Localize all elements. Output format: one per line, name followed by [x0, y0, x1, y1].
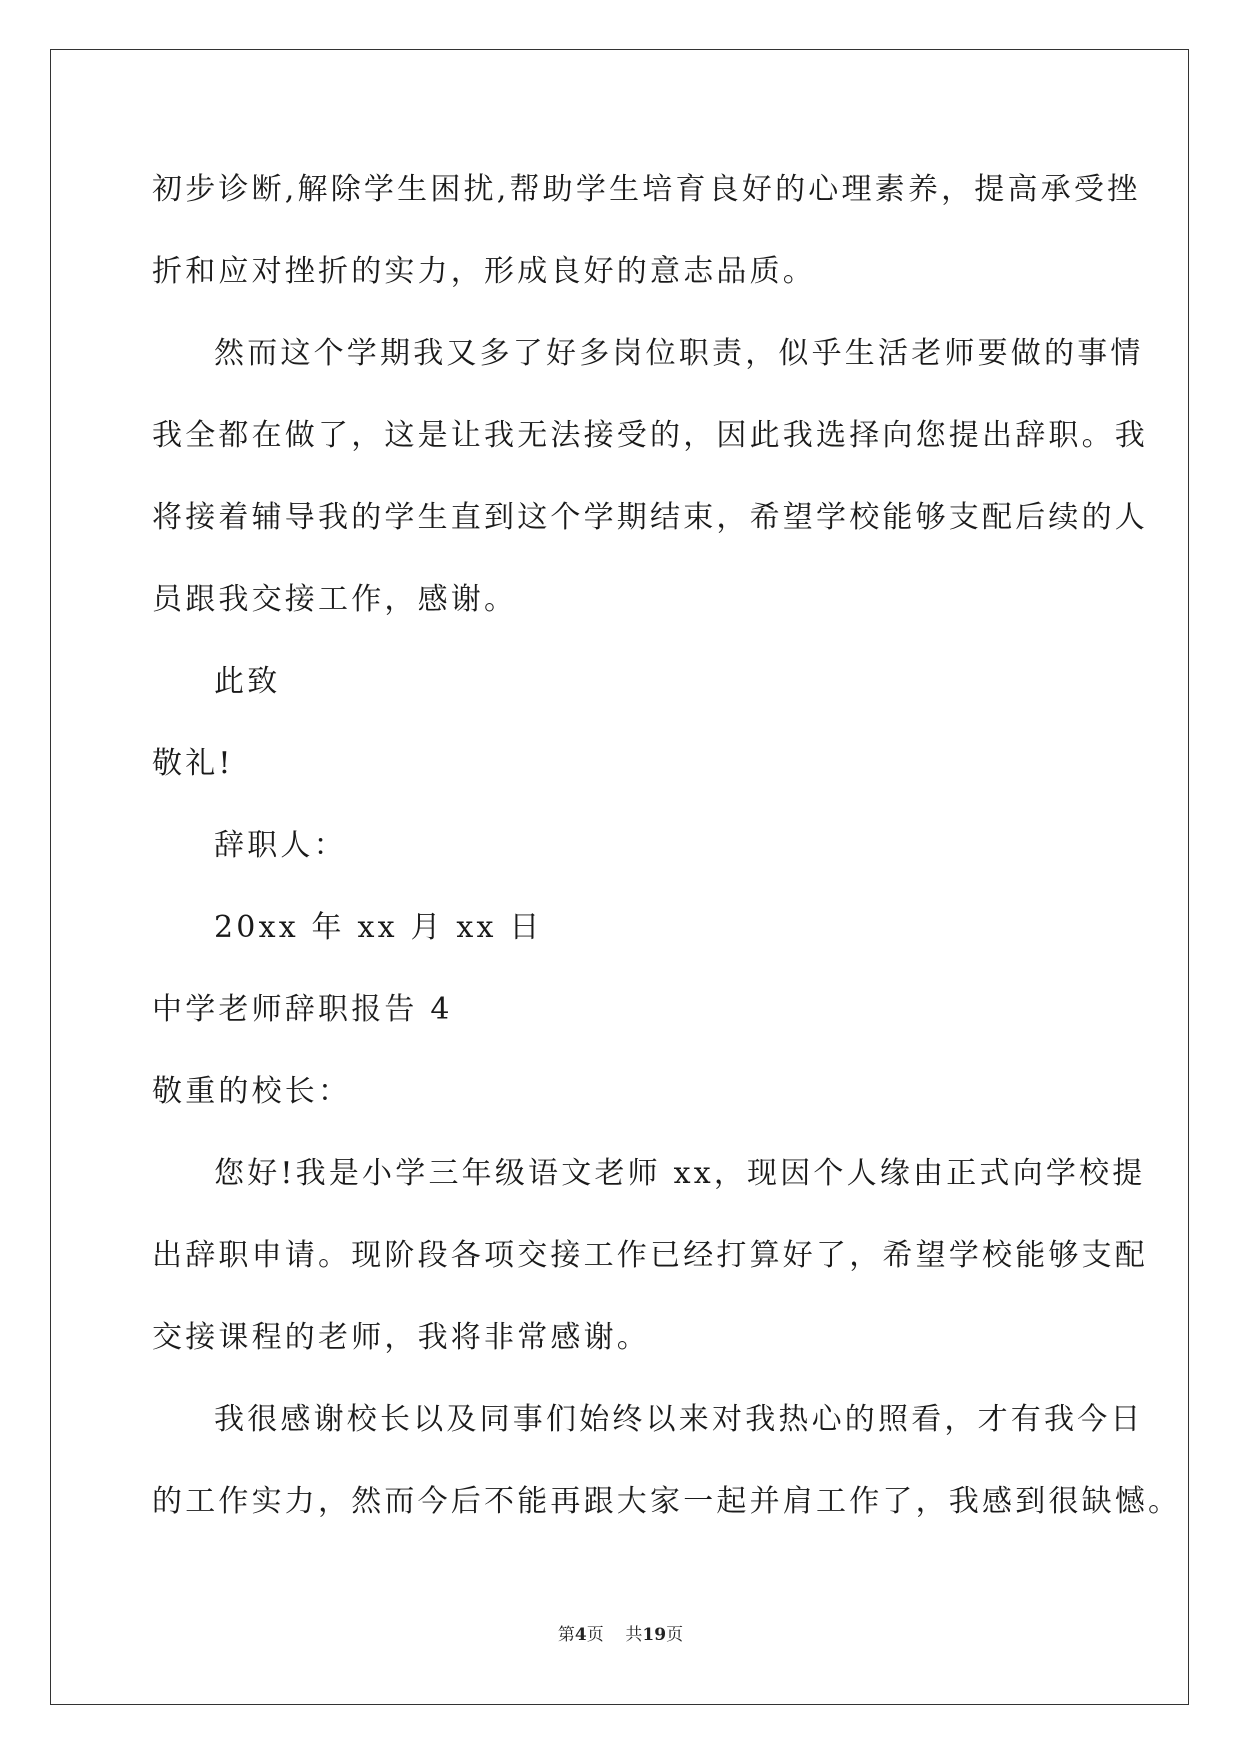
salutation-regards: 敬礼!: [152, 746, 234, 781]
text-line-15: 交接课程的老师，我将非常感谢。: [152, 1320, 650, 1355]
text-line-6: 员跟我交接工作，感谢。: [152, 582, 518, 617]
salutation-closing: 此致: [214, 664, 281, 699]
text-line-5: 将接着辅导我的学生直到这个学期结束，希望学校能够支配后续的人: [152, 500, 1148, 535]
text-line-3: 然而这个学期我又多了好多岗位职责，似乎生活老师要做的事情: [214, 336, 1144, 371]
text-line-4: 我全都在做了，这是让我无法接受的，因此我选择向您提出辞职。我: [152, 418, 1148, 453]
document-body: [152, 164, 1182, 1558]
total-prefix: 共: [625, 1625, 643, 1645]
page-prefix: 第: [557, 1625, 575, 1645]
total-suffix: 页: [666, 1625, 684, 1645]
text-line-13: 您好!我是小学三年级语文老师 xx，现因个人缘由正式向学校提: [214, 1156, 1146, 1191]
text-line-2: 折和应对挫折的实力，形成良好的意志品质。: [152, 254, 816, 289]
section-title: 中学老师辞职报告 4: [152, 992, 453, 1027]
page-number-footer: [0, 1620, 1241, 1645]
signature-label: 辞职人：: [214, 828, 347, 863]
date-line: 20xx 年 xx 月 xx 日: [214, 910, 543, 945]
page-current: 4: [574, 1625, 587, 1645]
text-line-16: 我很感谢校长以及同事们始终以来对我热心的照看，才有我今日: [214, 1402, 1144, 1437]
page-total: 19: [642, 1625, 667, 1645]
greeting: 敬重的校长：: [152, 1074, 352, 1109]
page-suffix: 页: [586, 1625, 604, 1645]
text-line-1: 初步诊断,解除学生困扰,帮助学生培育良好的心理素养，提高承受挫: [152, 172, 1141, 207]
text-line-14: 出辞职申请。现阶段各项交接工作已经打算好了，希望学校能够支配: [152, 1238, 1148, 1273]
text-line-17: 的工作实力，然而今后不能再跟大家一起并肩工作了，我感到很缺憾。: [152, 1484, 1182, 1519]
